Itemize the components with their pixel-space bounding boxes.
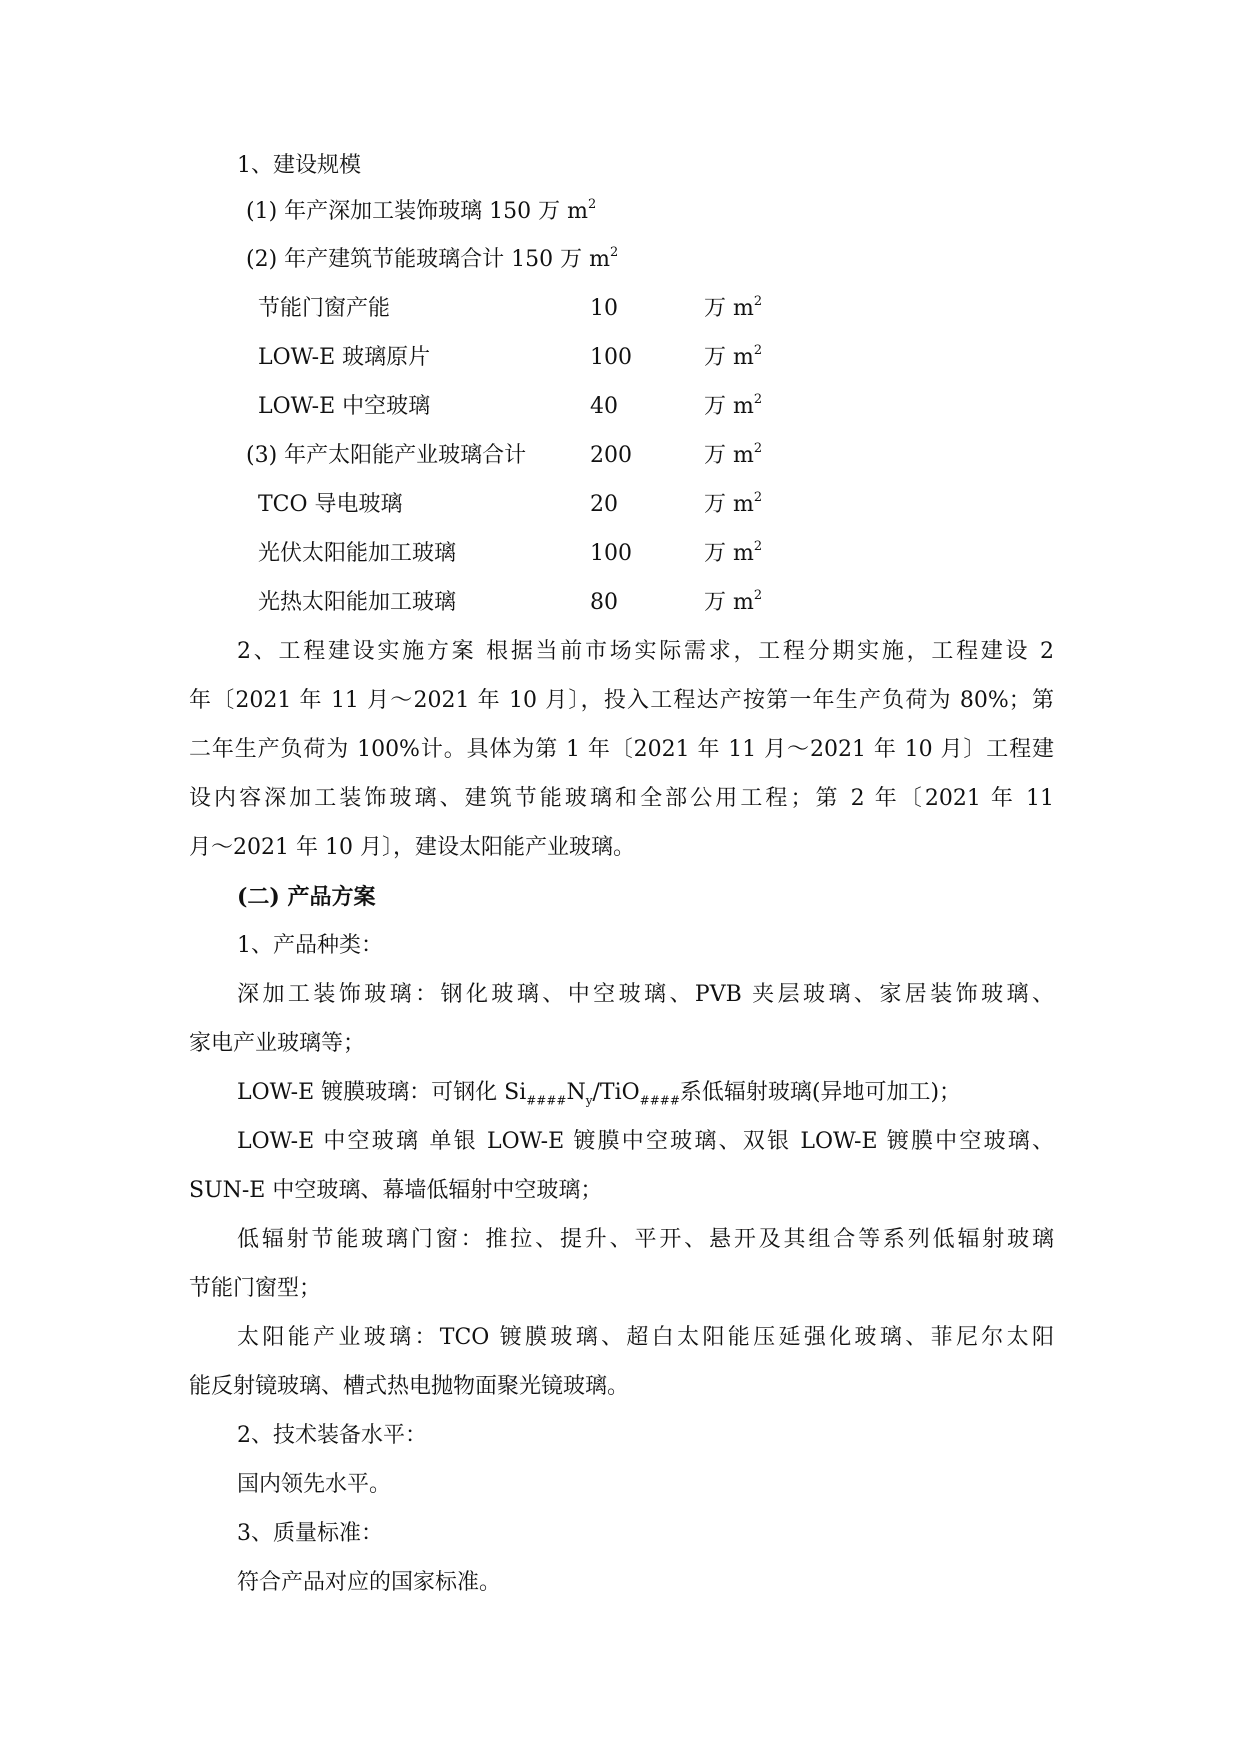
capacity-unit-text: 万 m	[704, 492, 754, 517]
capacity-row	[0, 343, 1241, 373]
capacity-unit-sup: 2	[753, 342, 763, 358]
capacity-name: 光伏太阳能加工玻璃	[258, 541, 457, 566]
solar-line-1: 太阳能产业玻璃：TCO 镀膜玻璃、超白太阳能压延强化玻璃、菲尼尔太阳	[237, 1325, 1054, 1350]
capacity-unit-sup: 2	[753, 489, 763, 505]
capacity-unit	[704, 343, 762, 373]
capacity-row	[0, 539, 1241, 569]
plan-line: 2、工程建设实施方案 根据当前市场实际需求，工程分期实施，工程建设 2	[237, 639, 1054, 664]
plan-line: 设内容深加工装饰玻璃、建筑节能玻璃和全部公用工程；第 2 年〔2021 年 11	[189, 786, 1054, 811]
capacity-unit-sup: 2	[753, 440, 763, 456]
lowe-coated-sub-3: ####	[639, 1093, 680, 1108]
capacity-unit	[704, 539, 762, 569]
capacity-value: 10	[590, 296, 618, 321]
product-types-heading: 1、产品种类：	[237, 933, 383, 958]
capacity-unit-sup: 2	[753, 391, 763, 407]
capacity-name: 光热太阳能加工玻璃	[258, 590, 457, 615]
lowe-coated-sub-2: y	[585, 1093, 593, 1108]
deep-processing-line-2: 家电产业玻璃等；	[189, 1031, 366, 1056]
capacity-value: 100	[590, 541, 632, 566]
plan-line: 月～2021 年 10 月〕，建设太阳能产业玻璃。	[189, 835, 635, 860]
capacity-value: 20	[590, 492, 618, 517]
quality-heading: 3、质量标准：	[237, 1521, 383, 1546]
scale-item-2-sup: 2	[610, 244, 619, 260]
lowe-coated-text-a: LOW-E 镀膜玻璃：可钢化 Si	[237, 1080, 527, 1105]
capacity-row	[0, 588, 1241, 618]
capacity-unit-sup: 2	[753, 587, 763, 603]
capacity-value: 80	[590, 590, 618, 615]
capacity-name: TCO 导电玻璃	[258, 492, 403, 517]
capacity-unit	[704, 490, 762, 520]
scale-item-1-text: (1) 年产深加工装饰玻璃 150 万 m	[246, 199, 588, 224]
plan-line: 年〔2021 年 11 月～2021 年 10 月〕，投入工程达产按第一年生产负荷为 80%；第	[189, 688, 1054, 713]
capacity-unit-sup: 2	[753, 293, 763, 309]
capacity-name: (3) 年产太阳能产业玻璃合计	[246, 443, 527, 468]
capacity-name: LOW-E 玻璃原片	[258, 345, 431, 370]
scale-item-2	[246, 245, 618, 275]
scale-item-1-sup: 2	[588, 196, 597, 212]
capacity-name: 节能门窗产能	[258, 296, 391, 321]
lowe-coated-text-d: 系低辐射玻璃(异地可加工)；	[679, 1080, 962, 1105]
capacity-unit-text: 万 m	[704, 345, 754, 370]
lowe-coated-text-b: N	[566, 1080, 586, 1105]
window-line-1: 低辐射节能玻璃门窗：推拉、提升、平开、悬开及其组合等系列低辐射玻璃	[237, 1227, 1054, 1252]
window-line-2: 节能门窗型；	[189, 1276, 322, 1301]
deep-processing-line-1: 深加工装饰玻璃：钢化玻璃、中空玻璃、PVB 夹层玻璃、家居装饰玻璃、	[237, 982, 1054, 1007]
capacity-unit-text: 万 m	[704, 541, 754, 566]
capacity-row	[0, 490, 1241, 520]
capacity-unit-sup: 2	[753, 538, 763, 554]
capacity-unit-text: 万 m	[704, 296, 754, 321]
lowe-hollow-line-1: LOW-E 中空玻璃 单银 LOW-E 镀膜中空玻璃、双银 LOW-E 镀膜中空玻璃、	[237, 1129, 1054, 1154]
lowe-coated-sub-1: ####	[526, 1093, 567, 1108]
capacity-row	[0, 441, 1241, 471]
capacity-value: 200	[590, 443, 632, 468]
capacity-value: 40	[590, 394, 618, 419]
capacity-unit-text: 万 m	[704, 394, 754, 419]
capacity-unit	[704, 441, 762, 471]
solar-line-2: 能反射镜玻璃、槽式热电抛物面聚光镜玻璃。	[189, 1374, 630, 1399]
capacity-value: 100	[590, 345, 632, 370]
section-heading: (二) 产品方案	[237, 884, 376, 910]
capacity-unit-text: 万 m	[704, 443, 754, 468]
capacity-row	[0, 294, 1241, 324]
lowe-coated-text-c: /TiO	[592, 1080, 640, 1105]
capacity-unit	[704, 392, 762, 422]
quality-text: 符合产品对应的国家标准。	[237, 1570, 502, 1595]
scale-heading: 1、建设规模	[237, 153, 361, 178]
capacity-unit	[704, 294, 762, 324]
lowe-hollow-line-2: SUN-E 中空玻璃、幕墙低辐射中空玻璃；	[189, 1178, 603, 1203]
lowe-coated-line	[237, 1078, 961, 1108]
capacity-name: LOW-E 中空玻璃	[258, 394, 431, 419]
scale-item-1	[246, 197, 596, 227]
capacity-row	[0, 392, 1241, 422]
plan-line: 二年生产负荷为 100%计。具体为第 1 年〔2021 年 11 月～2021 年 10 月〕工程建	[189, 737, 1054, 762]
capacity-unit-text: 万 m	[704, 590, 754, 615]
tech-text: 国内领先水平。	[237, 1472, 392, 1497]
capacity-unit	[704, 588, 762, 618]
scale-item-2-text: (2) 年产建筑节能玻璃合计 150 万 m	[246, 247, 610, 272]
tech-heading: 2、技术装备水平：	[237, 1423, 427, 1448]
